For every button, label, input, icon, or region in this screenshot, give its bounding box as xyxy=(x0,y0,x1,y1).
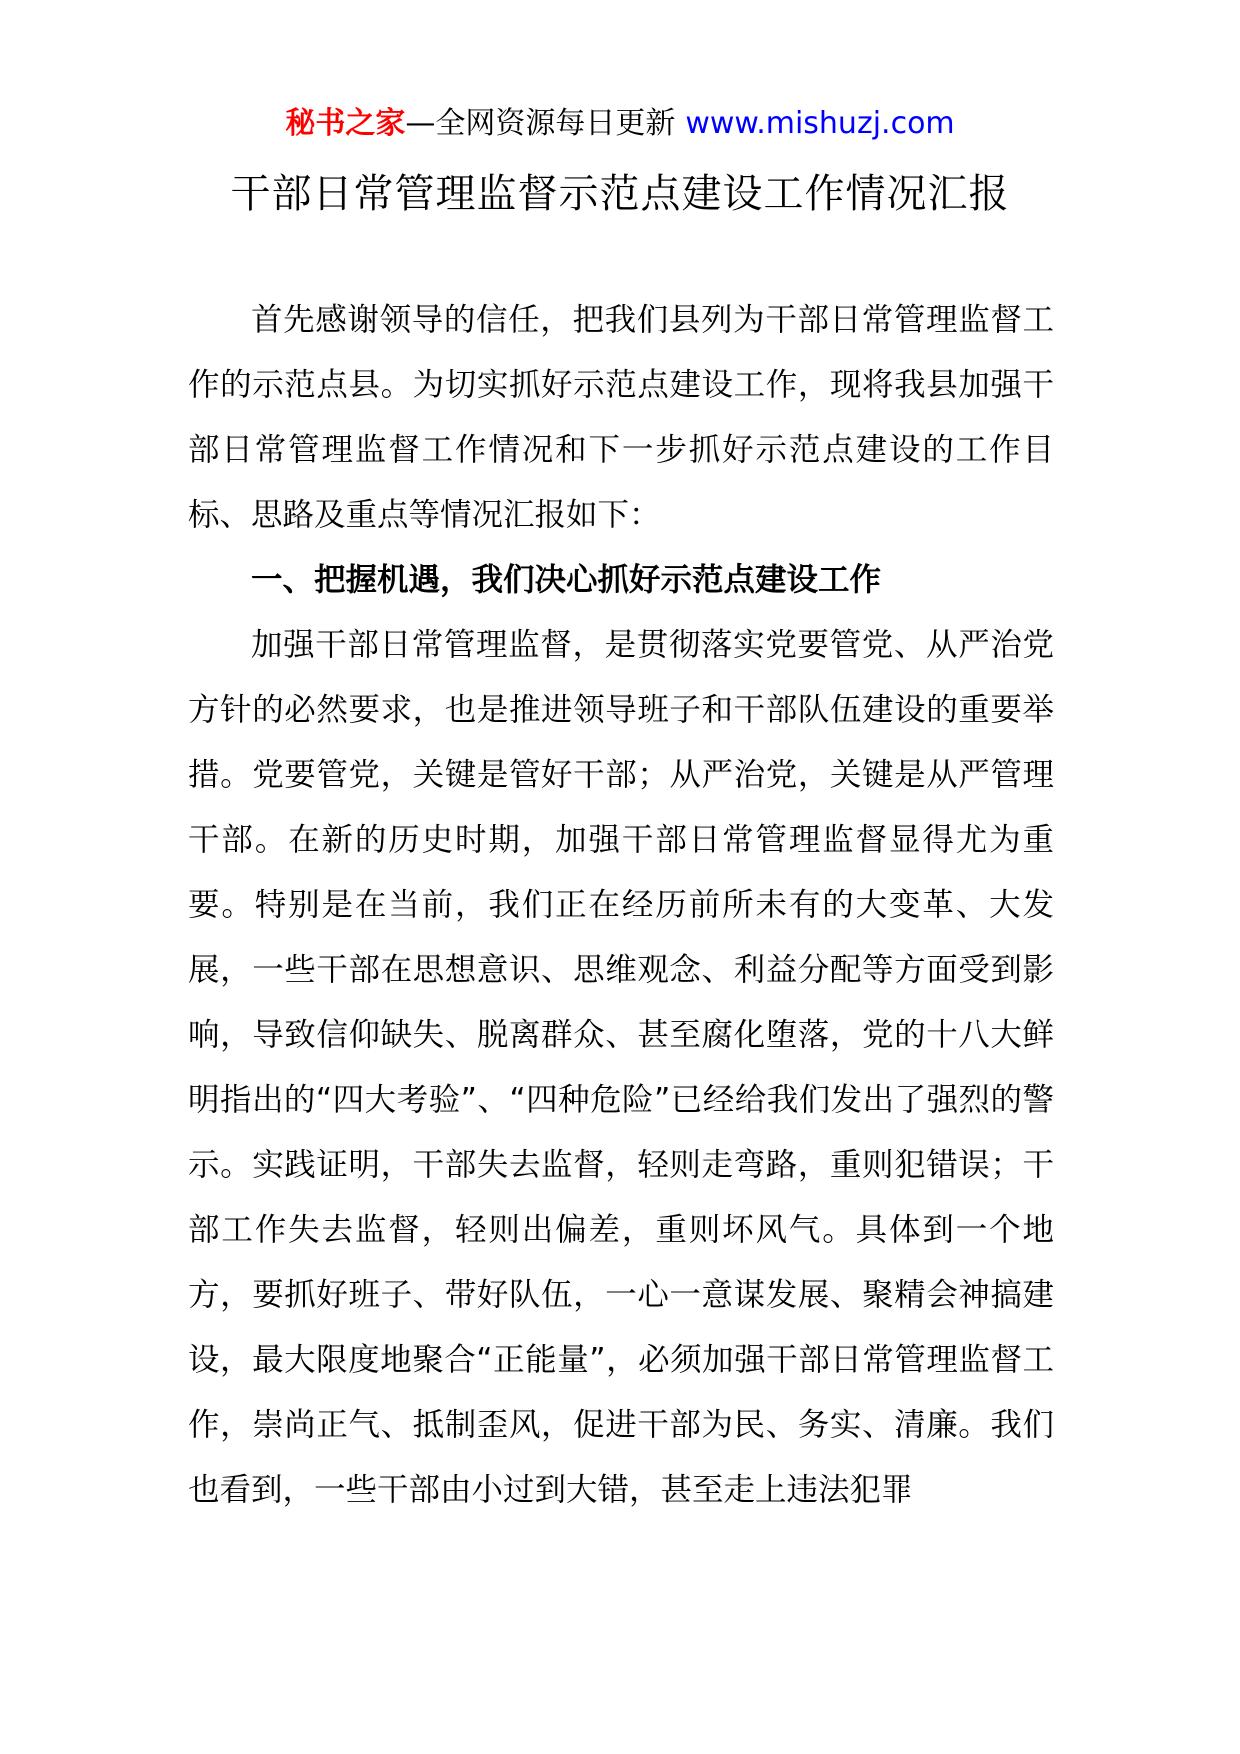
site-tagline: —全网资源每日更新 xyxy=(405,106,676,141)
section-heading: 一、把握机遇，我们决心抓好示范点建设工作 xyxy=(251,562,882,598)
site-brand: 秘书之家 xyxy=(285,106,406,141)
site-header xyxy=(0,104,1240,144)
document-title: 干部日常管理监督示范点建设工作情况汇报 xyxy=(230,171,1010,217)
section-paragraph: 加强干部日常管理监督，是贯彻落实党要管党、从严治党方针的必然要求，也是推进领导班子和干部队伍建设的重要举措。党要管党，关键是管好干部；从严治党，关键是从严管理干部。在新的历史时期，加强干部日常管理监督显得尤为重要。特别是在当前，我们正在经历前所未有的大变革、大发展，一些干部在思想意识、思维观念、利益分配等方面受到影响，导致信仰缺失、脱离群众、甚至腐化堕落，党的十八大鲜明指出的“四大考验”、“四种危险”已经给我们发出了强烈的警示。实践证明，干部失去监督，轻则走弯路，重则犯错误；干部工作失去监督，轻则出偏差，重则坏风气。具体到一个地方，要抓好班子、带好队伍，一心一意谋发展、聚精会神搞建设，最大限度地聚合“正能量”，必须加强干部日常管理监督工作，崇尚正气、抵制歪风，促进干部为民、务实、清廉。我们也看到，一些干部由小过到大错，甚至走上违法犯罪 xyxy=(188,627,1054,1508)
site-url-link[interactable]: www.mishuzj.com xyxy=(685,106,955,141)
intro-paragraph: 首先感谢领导的信任，把我们县列为干部日常管理监督工作的示范点县。为切实抓好示范点建设工作，现将我县加强干部日常管理监督工作情况和下一步抓好示范点建设的工作目标、思路及重点等情况汇报如下： xyxy=(188,302,1054,533)
document-body xyxy=(188,288,1054,1523)
